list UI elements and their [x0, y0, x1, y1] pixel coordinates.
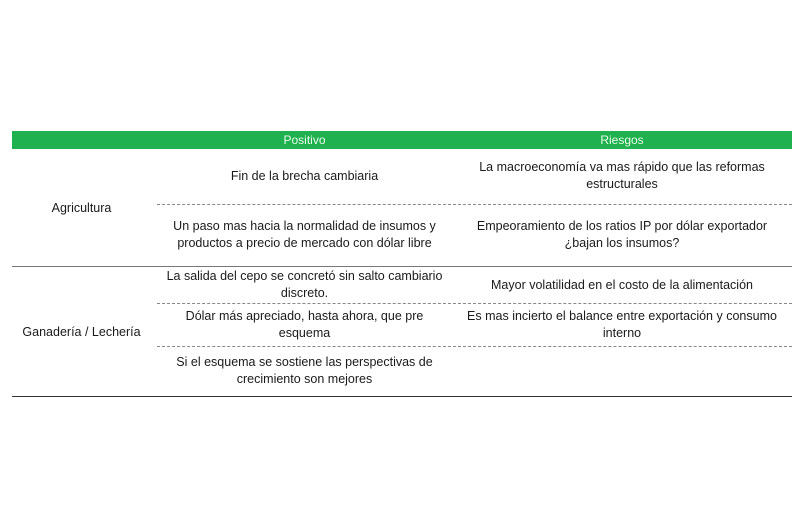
risk-cell: Mayor volatilidad en el costo de la alimentación — [491, 277, 753, 292]
group-ganaderia-lecheria — [12, 267, 792, 397]
risk-cell: Empeoramiento de los ratios IP por dólar exportador ¿bajan los insumos? — [476, 219, 768, 251]
risk-cell — [452, 347, 792, 396]
header-risks: Riesgos — [600, 133, 644, 147]
group-rows — [157, 149, 792, 266]
group-label: Ganadería / Lechería — [22, 324, 141, 339]
header-positive: Positivo — [283, 133, 326, 147]
comparison-table — [12, 131, 792, 397]
table-row — [157, 267, 792, 304]
positive-cell: Si el esquema se sostiene las perspectivas de crecimiento son mejores — [176, 355, 433, 387]
group-label: Agricultura — [51, 200, 112, 215]
table-header — [12, 131, 792, 149]
table-row — [157, 347, 792, 396]
positive-cell: Fin de la brecha cambiaria — [230, 168, 379, 183]
table-row — [157, 304, 792, 346]
risk-cell: Es mas incierto el balance entre exportación y consumo interno — [467, 309, 777, 341]
positive-cell: Dólar más apreciado, hasta ahora, que pre esquema — [185, 309, 424, 341]
positive-cell: La salida del cepo se concretó sin salto cambiario discreto. — [166, 269, 443, 301]
risk-cell: La macroeconomía va mas rápido que las reformas estructurales — [479, 160, 765, 192]
table-row — [157, 205, 792, 266]
positive-cell: Un paso mas hacia la normalidad de insumos y productos a precio de mercado con dólar libre — [173, 219, 436, 251]
group-agricultura — [12, 149, 792, 267]
group-rows — [157, 267, 792, 396]
table-row — [157, 149, 792, 205]
